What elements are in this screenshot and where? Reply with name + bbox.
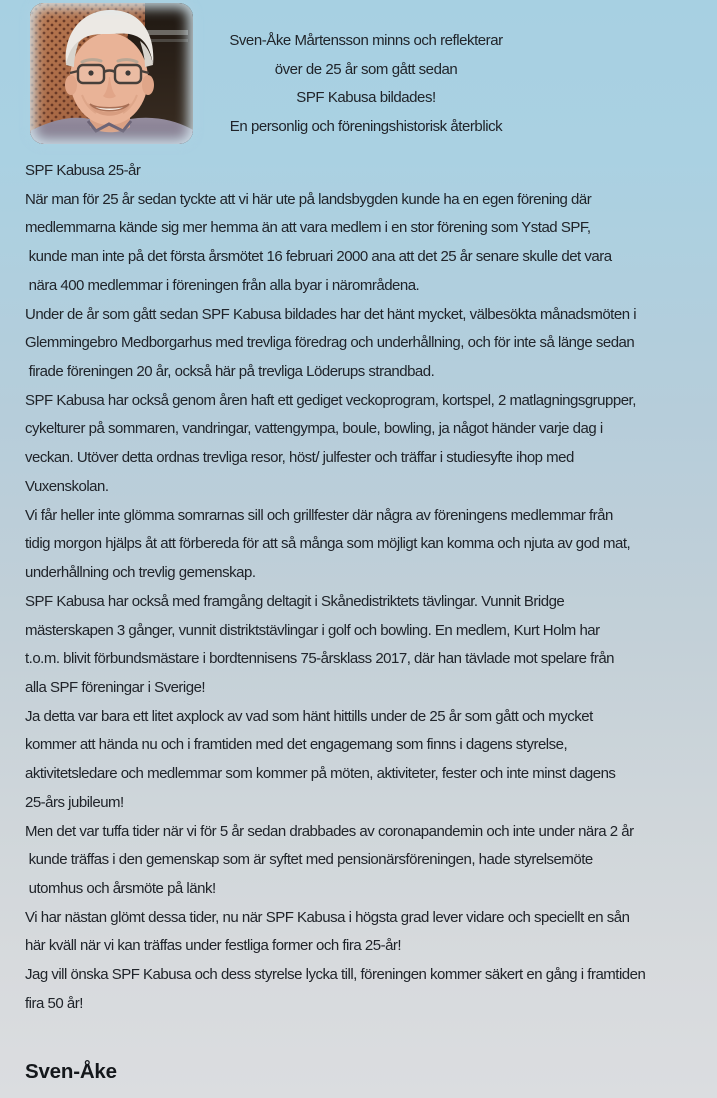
body-line: Vi har nästan glömt dessa tider, nu när SPF Kabusa i högsta grad lever vidare och speciellt en sån [25, 908, 630, 926]
body-line: underhållning och trevlig gemenskap. [25, 564, 256, 582]
body-line: När man för 25 år sedan tyckte att vi här ute på landsbygden kunde ha en egen förening där [25, 190, 592, 208]
body-line: fira 50 år! [25, 994, 83, 1012]
body-line: SPF Kabusa 25-år [25, 162, 141, 179]
body-text [25, 157, 717, 1019]
body-line: SPF Kabusa har också med framgång deltagit i Skånedistriktets tävlingar. Vunnit Bridge [25, 592, 565, 610]
body-line: t.o.m. blivit förbundsmästare i bordtennisens 75-årsklass 2017, där han tävlade mot spelare från [25, 650, 615, 668]
header-line: över de 25 år som gått sedan [274, 60, 458, 78]
body-line: Jag vill önska SPF Kabusa och dess styrelse lycka till, föreningen kommer säkert en gång i framtiden [25, 966, 646, 984]
header-line: En personlig och föreningshistorisk återblick [229, 118, 503, 136]
body-line: 25-års jubileum! [25, 793, 124, 811]
header-line: Sven-Åke Mårtensson minns och reflekterar [229, 32, 503, 49]
signature: Sven-Åke [25, 1060, 117, 1083]
body-line: SPF Kabusa har också genom åren haft ett gediget veckoprogram, kortspel, 2 matlagningsgrupper, [25, 391, 636, 409]
body-line: kunde träffas i den gemenskap som är syftet med pensionärsföreningen, hade styrelsemöte [25, 851, 593, 869]
body-line: utomhus och årsmöte på länk! [25, 879, 216, 897]
body-line: Men det var tuffa tider när vi för 5 år sedan drabbades av coronapandemin och inte under nära 2 år [25, 822, 634, 840]
body-line: veckan. Utöver detta ordnas trevliga resor, höst/ julfester och träffar i studiesyfte ihop med [25, 449, 574, 467]
body-line: Under de år som gått sedan SPF Kabusa bildades har det hänt mycket, välbesökta månadsmöten i [25, 305, 637, 323]
body-line: medlemmarna kände sig mer hemma än att vara medlem i en stor förening som Ystad SPF, [25, 219, 591, 237]
body-line: cykelturer på sommaren, vandringar, vattengympa, boule, bowling, ja något händer varje dag i [25, 420, 603, 438]
body-line: kommer att hända nu och i framtiden med det engagemang som finns i dagens styrelse, [25, 736, 568, 754]
body-line: Vi får heller inte glömma somrarnas sill och grillfester där några av föreningens medlemmar från [25, 506, 613, 524]
body-line: firade föreningen 20 år, också här på trevliga Löderups strandbad. [25, 363, 435, 381]
body-line: kunde man inte på det första årsmötet 16 februari 2000 ana att det 25 år senare skulle det vara [25, 248, 612, 266]
body-line: nära 400 medlemmar i föreningen från alla byar i närområdena. [25, 276, 420, 294]
portrait-photo [30, 3, 193, 144]
body-line: tidig morgon hjälps åt att förbereda för att så många som möjligt kan komma och njuta av god mat, [25, 535, 631, 553]
body-line: Glemmingebro Medborgarhus med trevliga föredrag och underhållning, och för inte så länge sedan [25, 334, 635, 352]
body-line: Ja detta var bara ett litet axplock av vad som hänt hittills under de 25 år som gått och mycket [25, 707, 593, 725]
body-line: här kväll när vi kan träffas under festliga former och fira 25-år! [25, 937, 402, 955]
header-line: SPF Kabusa bildades! [296, 89, 436, 107]
header-text [190, 27, 542, 142]
body-line: Vuxenskolan. [25, 477, 109, 495]
body-line: aktivitetsledare och medlemmar som kommer på möten, aktiviteter, fester och inte minst dagens [25, 765, 616, 783]
body-line: mästerskapen 3 gånger, vunnit distriktstävlingar i golf och bowling. En medlem, Kurt Holm har [25, 621, 600, 639]
body-line: alla SPF föreningar i Sverige! [25, 678, 206, 696]
